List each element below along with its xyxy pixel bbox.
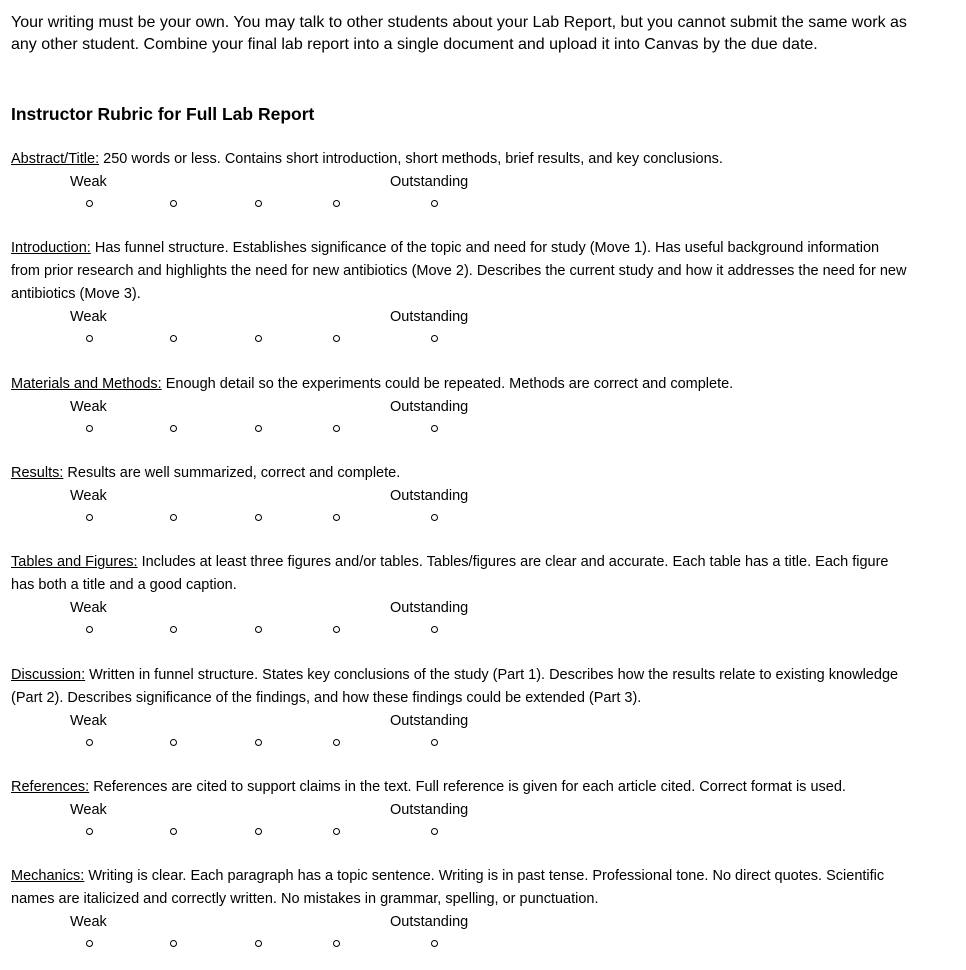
- criterion-description: [11, 865, 911, 911]
- scale-high-label: Outstanding: [390, 914, 469, 930]
- criterion-text: Results are well summarized, correct and complete.: [63, 465, 401, 481]
- criterion-term: Discussion:: [11, 667, 86, 683]
- rating-option-1[interactable]: [86, 335, 93, 342]
- criterion-description: [11, 776, 911, 799]
- criterion-description: [11, 664, 911, 710]
- criterion-text: References are cited to support claims in the text. Full reference is given for each article cited. Correct format is used.: [89, 779, 846, 795]
- scale-high-label: Outstanding: [390, 399, 469, 415]
- criterion-term: Tables and Figures:: [11, 554, 138, 570]
- criterion-term: Introduction:: [11, 240, 91, 256]
- rating-options: [11, 934, 911, 954]
- criterion-term: Materials and Methods:: [11, 376, 162, 392]
- rating-option-4[interactable]: [333, 940, 340, 947]
- scale-high-label: Outstanding: [390, 309, 469, 325]
- rating-scale-labels: [11, 306, 911, 329]
- rating-option-3[interactable]: [255, 425, 262, 432]
- scale-low-label: Weak: [70, 488, 107, 504]
- rating-option-2[interactable]: [170, 739, 177, 746]
- scale-high-label: Outstanding: [390, 174, 469, 190]
- rating-option-1[interactable]: [86, 200, 93, 207]
- criterion-results: [11, 462, 911, 528]
- rubric-heading: Instructor Rubric for Full Lab Report: [11, 104, 315, 124]
- criterion-text: 250 words or less. Contains short introduction, short methods, brief results, and key conclusions.: [99, 151, 723, 167]
- rating-option-3[interactable]: [255, 940, 262, 947]
- rating-scale-labels: [11, 396, 911, 419]
- criterion-discussion: [11, 664, 911, 753]
- rating-option-1[interactable]: [86, 739, 93, 746]
- rating-option-5[interactable]: [431, 514, 438, 521]
- criterion-materials-methods: [11, 373, 911, 439]
- scale-low-label: Weak: [70, 802, 107, 818]
- rating-option-4[interactable]: [333, 335, 340, 342]
- rating-option-1[interactable]: [86, 828, 93, 835]
- rating-option-3[interactable]: [255, 200, 262, 207]
- scale-low-label: Weak: [70, 713, 107, 729]
- rating-scale-labels: [11, 597, 911, 620]
- rating-options: [11, 329, 911, 349]
- rating-option-5[interactable]: [431, 739, 438, 746]
- intro-text: Your writing must be your own. You may talk to other students about your Lab Report, but you cannot submit the same work as any other student. Combine your final lab report into a single document and upload it into Canvas by the due date.: [11, 14, 907, 53]
- criterion-references: [11, 776, 911, 842]
- rating-option-1[interactable]: [86, 514, 93, 521]
- criterion-term: Mechanics:: [11, 868, 85, 884]
- criterion-term: Abstract/Title:: [11, 151, 100, 167]
- rating-option-5[interactable]: [431, 425, 438, 432]
- criterion-text: Enough detail so the experiments could be repeated. Methods are correct and complete.: [161, 376, 734, 392]
- scale-low-label: Weak: [70, 914, 107, 930]
- rating-option-2[interactable]: [170, 828, 177, 835]
- rating-option-4[interactable]: [333, 828, 340, 835]
- rating-option-5[interactable]: [431, 828, 438, 835]
- rating-scale-labels: [11, 911, 911, 934]
- rating-option-5[interactable]: [431, 200, 438, 207]
- rating-scale-labels: [11, 485, 911, 508]
- criterion-description: [11, 462, 911, 485]
- criterion-description: [11, 373, 911, 396]
- scale-low-label: Weak: [70, 600, 107, 616]
- criterion-introduction: [11, 237, 911, 349]
- rating-options: [11, 822, 911, 842]
- criterion-mechanics: [11, 865, 911, 954]
- rating-option-1[interactable]: [86, 425, 93, 432]
- scale-low-label: Weak: [70, 174, 107, 190]
- rating-option-2[interactable]: [170, 425, 177, 432]
- rating-scale-labels: [11, 710, 911, 733]
- criterion-description: [11, 237, 911, 306]
- rating-options: [11, 733, 911, 753]
- rating-option-4[interactable]: [333, 514, 340, 521]
- scale-high-label: Outstanding: [390, 488, 469, 504]
- rating-option-1[interactable]: [86, 940, 93, 947]
- rating-options: [11, 508, 911, 528]
- criterion-term: Results:: [11, 465, 64, 481]
- rating-option-3[interactable]: [255, 828, 262, 835]
- rating-scale-labels: [11, 799, 911, 822]
- scale-low-label: Weak: [70, 309, 107, 325]
- criterion-description: [11, 551, 911, 597]
- rating-scale-labels: [11, 171, 911, 194]
- rating-option-4[interactable]: [333, 626, 340, 633]
- rating-option-2[interactable]: [170, 335, 177, 342]
- rating-option-4[interactable]: [333, 425, 340, 432]
- scale-high-label: Outstanding: [390, 713, 469, 729]
- rating-option-2[interactable]: [170, 940, 177, 947]
- criterion-text: Writing is clear. Each paragraph has a topic sentence. Writing is in past tense. Professional tone. No direct quotes. Scientific names are italicized and correctly written. No mistakes in grammar, spelling, or punctuation.: [11, 868, 885, 907]
- rating-option-5[interactable]: [431, 626, 438, 633]
- scale-high-label: Outstanding: [390, 600, 469, 616]
- rating-option-5[interactable]: [431, 335, 438, 342]
- rating-options: [11, 194, 911, 214]
- rating-option-3[interactable]: [255, 335, 262, 342]
- rating-options: [11, 620, 911, 640]
- scale-low-label: Weak: [70, 399, 107, 415]
- rating-option-4[interactable]: [333, 200, 340, 207]
- rating-option-2[interactable]: [170, 200, 177, 207]
- rating-option-2[interactable]: [170, 626, 177, 633]
- criterion-term: References:: [11, 779, 90, 795]
- rating-option-2[interactable]: [170, 514, 177, 521]
- criterion-text: Written in funnel structure. States key conclusions of the study (Part 1). Describes how the results relate to existing knowledge (Part 2). Describes significance of the findings, and how these findings could be extended (Part 3).: [11, 667, 899, 706]
- rating-option-5[interactable]: [431, 940, 438, 947]
- rating-options: [11, 419, 911, 439]
- criterion-abstract-title: [11, 148, 911, 214]
- scale-high-label: Outstanding: [390, 802, 469, 818]
- rating-option-1[interactable]: [86, 626, 93, 633]
- rating-option-3[interactable]: [255, 739, 262, 746]
- rating-option-4[interactable]: [333, 739, 340, 746]
- criterion-text: Has funnel structure. Establishes significance of the topic and need for study (Move 1). Has useful background information from prior research and highlights the need for new antibiotics (Move 2). Describes the current study and how it addresses the need for new antibiotics (Move 3).: [11, 240, 907, 302]
- criterion-text: Includes at least three figures and/or tables. Tables/figures are clear and accurate. Each table has a title. Each figure has both a title and a good caption.: [11, 554, 889, 593]
- rating-option-3[interactable]: [255, 514, 262, 521]
- criterion-tables-figures: [11, 551, 911, 640]
- intro-block: [11, 12, 911, 56]
- criterion-description: [11, 148, 911, 171]
- rating-option-3[interactable]: [255, 626, 262, 633]
